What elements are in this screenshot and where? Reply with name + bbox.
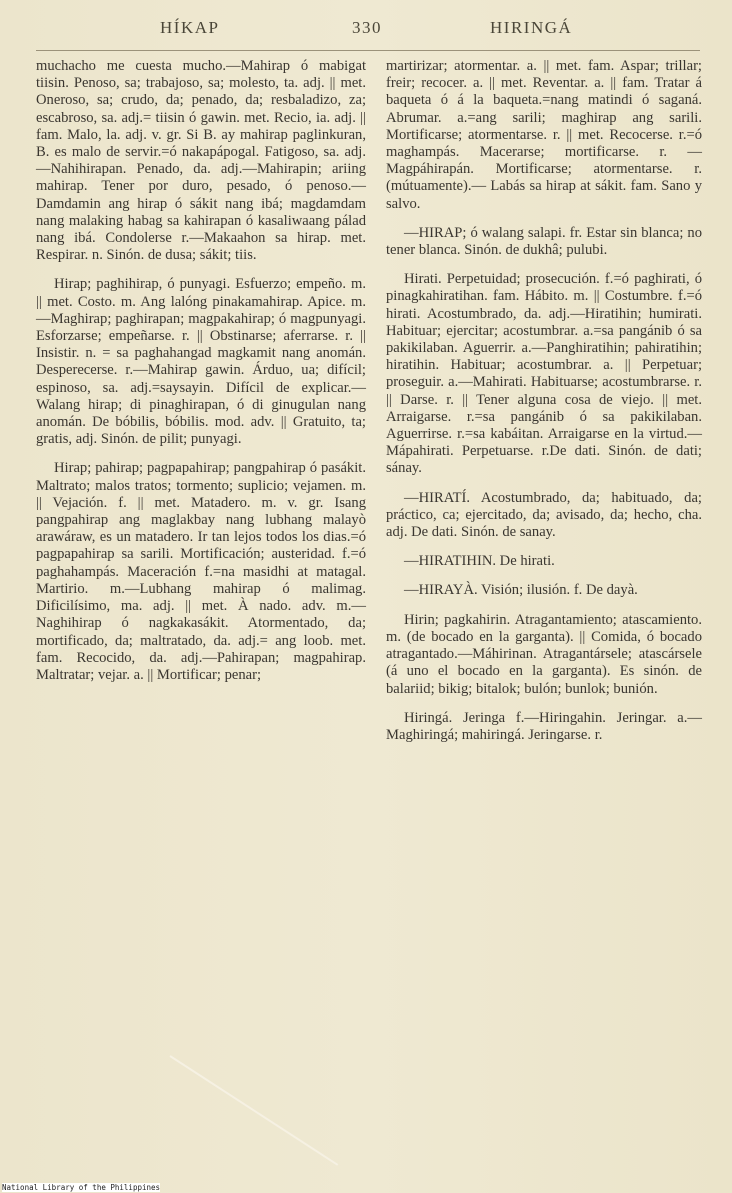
- right-column: [386, 58, 702, 756]
- entry-hirap-phrase: —HIRAP; ó walang salapi. fr. Estar sin blanca; no tener blanca. Sinón. de dukhâ; pulubi.: [386, 224, 702, 259]
- entry-hirap-effort: Hirap; paghihirap, ó punyagi. Esfuerzo; empeño. m. || met. Costo. m. Ang lalóng pinakamahirap. Apice. m.—Maghirap; paghirapan; magpakahirap; ó magpunyagi. Esforzarse; empeñarse. r. || Obstinarse; aferrarse. r. || Insistir. n. = sa paghahangad magkamit nang anomán. Desperecerse. r.—Mahirap gawin. Árduo, ua; difícil; espinoso, sa. adj.=saysayin. Difícil de explicar.—Walang hirap; di pinaghirapan, ó di ginugulan nang anomán. De bóbilis, bóbilis. mod. adv. || Gratuito, ta; gratis, adj. Sinón. de pilit; punyagi.: [36, 276, 366, 448]
- entry-hiratihin: —HIRATIHIN. De hirati.: [404, 553, 555, 570]
- left-column: [36, 58, 366, 696]
- paper-crease: [169, 1055, 338, 1166]
- header-rule: [36, 50, 700, 51]
- entry-continuation: muchacho me cuesta mucho.—Mahirap ó mabigat tiisin. Penoso, sa; trabajoso, sa; molesto, ta. adj. || met. Oneroso, sa; crudo, da; penado, da; resbaladizo, za; escabroso, sa. adj.= tiisin ó gawin. met. Recio, ia. adj. || fam. Malo, la. adj. v. gr. Si B. ay mahirap paglinkuran, B. es malo de servir.=ó nakapápogal. Fatigoso, sa. adj.—Nahihirapan. Penado, da. adj.—Mahirapin; ariing mahirap. Tener por duro, pesado, ó penoso.—Damdamin ang hirap ó sákit nang ibá; magdamdam nang malaking habag sa kahirapan ó kasaliwaang pálad nang ibá. Condolerse r.—Makaahon sa hirap. met. Respirar. n. Sinón. de dusa; sákit; tiis.: [36, 58, 366, 264]
- entry-hirati: Hirati. Perpetuidad; prosecución. f.=ó paghirati, ó pinagkahiratihan. fam. Hábito. m. || Costumbre. f.=ó hirati. Acostumbrado, da. adj.—Hiratihin; humirati. Habituar; ejercitar; acostumbrar. a.=sa pangánib ó sa pakikilaban. Aguerrir. a.—Panghiratihin; pahiratihin; hiratihin. Habituar; acostumbrar. a. || Perpetuar; proseguir. a.—Mahirati. Habituarse; acostumbrarse. r. || Darse. r. || Tener alguna cosa de viejo. || met. Arraigarse. r.=sa pangánib ó sa pakikilaban. Aguerrirse. r.=sa kabáitan. Arraigarse en la virtud.—Mápahirati. Perpetuarse. r.De dati. Sinón. de dati; sánay.: [386, 271, 702, 477]
- entry-hirin: Hirin; pagkahirin. Atragantamiento; atascamiento. m. (de bocado en la garganta). || Comida, ó bocado atragantado.—Máhirinan. Atragantársele; atascársele (á uno el bocado en la garganta). Es sinón. de balariid; bikig; bitalok; bulón; bunlok; bunión.: [386, 611, 702, 697]
- entry-hirati-adj: —HIRATÍ. Acostumbrado, da; habituado, da; práctico, ca; ejercitado, da; avisado, da; hecho, cha. adj. De dati. Sinón. de sanay.: [386, 489, 702, 541]
- entry-continuation-right: martirizar; atormentar. a. || met. fam. Aspar; trillar; freir; recocer. a. || met. Reventar. a. || fam. Tratar á baqueta ó á la baqueta.=nang matindi ó saganá. Abrumar. a.=ang sarili; maghirap ang sarili. Mortificarse; atormentarse. r. || met. Recocerse. r.=ó maghampás. Macerarse; mortificarse. r. —Magpáhirapán. Mortificarse; atormentarse. r. (mútuamente).— Labás sa hirap at sákit. fam. Sano y salvo.: [386, 58, 702, 212]
- page-number: 330: [352, 18, 382, 37]
- entry-hirap-maltreatment: Hirap; pahirap; pagpapahirap; pangpahirap ó pasákit. Maltrato; malos tratos; tormento; suplicio; vejamen. m. || Vejación. f. || met. Matadero. m. v. gr. Isang pangpahirap ang maglakbay nang lubhang malayò arawáraw, es un matadero. Ir tan lejos todos los dias.=ó pagpapahirap sa sarili. Mortificación; austeridad. f.=ó paghahampás. Maceración f.=na masidhi at matagal. Martirio. m.—Lubhang mahirap ó malimag. Dificilísimo, ma. adj. || met. À nado. adv. m.—Naghihirap ó nagkakasákit. Atormentado, da; mortificado, da; maltratado, da. adj.= ang loob. met. fam. Recocido, da. adj.—Pahirapan; magpahirap. Maltratar; vejar. a. || Mortificar; penar;: [36, 460, 366, 683]
- entry-hiringa: Hiringá. Jeringa f.—Hiringahin. Jeringar. a.—Maghiringá; mahiringá. Jeringarse. r.: [386, 709, 702, 743]
- page-header: [0, 14, 732, 44]
- library-credit: National Library of the Philippines: [2, 1183, 161, 1192]
- header-right-guideword: HIRINGÁ: [490, 18, 573, 37]
- entry-hiraya: —HIRAYÀ. Visión; ilusión. f. De dayà.: [404, 582, 638, 599]
- header-left-guideword: HÍKAP: [160, 18, 220, 37]
